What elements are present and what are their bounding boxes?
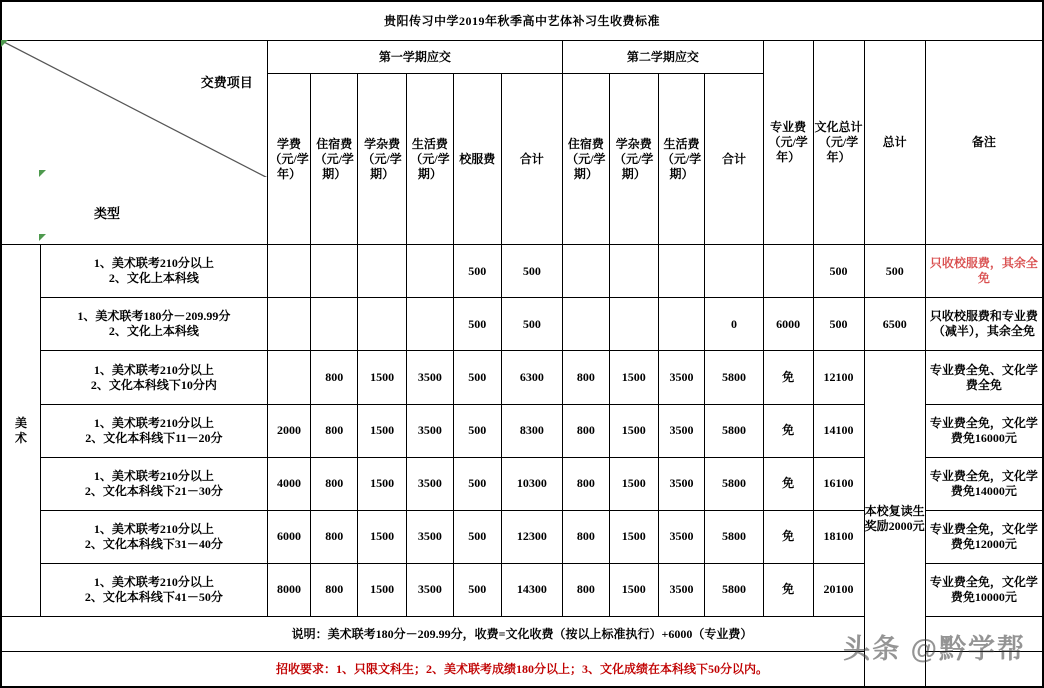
cell-t1-tuition: 2000 — [267, 404, 311, 457]
header-t2-subtotal: 合计 — [705, 74, 763, 245]
cell-t1-misc: 1500 — [358, 510, 407, 563]
cell-t1-subtotal: 500 — [501, 298, 562, 351]
header-remark: 备注 — [925, 41, 1043, 245]
cell-culture-total: 20100 — [813, 563, 864, 616]
cell-t2-living: 3500 — [658, 563, 705, 616]
header-group-term2: 第二学期应交 — [562, 41, 763, 74]
cell-t2-living — [658, 298, 705, 351]
cell-t2-dorm: 800 — [562, 404, 609, 457]
cell-t2-living — [658, 245, 705, 298]
cell-t2-subtotal: 0 — [705, 298, 763, 351]
cell-t2-subtotal: 5800 — [705, 510, 763, 563]
corner-column-header: 交费项目 — [200, 75, 253, 90]
cell-t2-subtotal: 5800 — [705, 351, 763, 404]
cell-t2-living: 3500 — [658, 457, 705, 510]
cell-t2-dorm — [562, 245, 609, 298]
cell-major-fee: 免 — [763, 510, 813, 563]
row-condition — [41, 298, 268, 351]
cell-t1-tuition — [267, 298, 311, 351]
cell-t1-dorm: 800 — [311, 563, 358, 616]
cell-culture-total: 14100 — [813, 404, 864, 457]
cell-t1-living — [407, 245, 454, 298]
diagonal-line-icon — [2, 41, 267, 177]
header-major-fee: 专业费（元/学年） — [763, 41, 813, 245]
cell-culture-total: 500 — [813, 245, 864, 298]
footer-note-row — [1, 617, 1043, 652]
table-row — [1, 298, 1043, 351]
row-condition-line1: 1、美术联考210分以上 — [93, 256, 214, 271]
cell-t2-misc — [609, 245, 658, 298]
cell-remark: 专业费全免，文化学费免10000元 — [925, 563, 1043, 616]
cell-repeat-student-bonus: 本校复读生奖励2000元 — [864, 351, 925, 687]
cell-t1-subtotal: 14300 — [501, 563, 562, 616]
title-row — [1, 1, 1043, 41]
cell-remark: 只收校服费和专业费（减半），其余全免 — [925, 298, 1043, 351]
footer-note: 说明：美术联考180分－209.99分，收费=文化收费（按以上标准执行）+6000（专业费） — [1, 617, 1043, 652]
cell-t2-misc: 1500 — [609, 563, 658, 616]
watermark-text: 头条 @黔学帮 — [843, 634, 1026, 664]
row-condition — [41, 351, 268, 404]
cell-culture-total: 16100 — [813, 457, 864, 510]
cell-t1-living: 3500 — [407, 404, 454, 457]
cell-t1-dorm — [311, 298, 358, 351]
header-t1-tuition: 学费（元/学年） — [267, 74, 311, 245]
header-t2-misc: 学杂费（元/学期） — [609, 74, 658, 245]
cell-t2-misc: 1500 — [609, 510, 658, 563]
cell-major-fee: 免 — [763, 457, 813, 510]
header-culture-total: 文化总计（元/学年） — [813, 41, 864, 245]
cell-t1-subtotal: 12300 — [501, 510, 562, 563]
cell-t2-subtotal: 5800 — [705, 563, 763, 616]
row-condition-line2: 2、文化本科线下11－20分 — [85, 430, 223, 445]
header-group-term1: 第一学期应交 — [267, 41, 562, 74]
cell-grand-total: 500 — [864, 245, 925, 298]
footer-requirement-row — [1, 652, 1043, 688]
cell-t1-dorm: 800 — [311, 404, 358, 457]
row-condition-line1: 1、美术联考210分以上 — [93, 468, 214, 483]
cell-remark: 专业费全免，文化学费免14000元 — [925, 457, 1043, 510]
cell-t1-tuition: 4000 — [267, 457, 311, 510]
cell-t1-tuition — [267, 351, 311, 404]
cell-t2-subtotal: 5800 — [705, 404, 763, 457]
row-condition-line2: 2、文化本科线下41－50分 — [84, 589, 223, 604]
row-condition-line1: 1、美术联考210分以上 — [93, 521, 214, 536]
cell-t1-uniform: 500 — [453, 510, 501, 563]
cell-remark: 只收校服费，其余全免 — [925, 245, 1043, 298]
table-row — [1, 245, 1043, 298]
cell-t1-misc — [358, 245, 407, 298]
cell-t2-dorm — [562, 298, 609, 351]
cell-t1-subtotal: 10300 — [501, 457, 562, 510]
cell-t2-subtotal — [705, 245, 763, 298]
corner-row-header: 类型 — [94, 206, 121, 222]
cell-t2-dorm: 800 — [562, 457, 609, 510]
cell-t1-uniform: 500 — [453, 351, 501, 404]
cell-t2-misc: 1500 — [609, 457, 658, 510]
row-condition — [41, 457, 268, 510]
cell-remark: 专业费全免，文化学费免16000元 — [925, 404, 1043, 457]
cell-t1-living — [407, 298, 454, 351]
cell-t1-dorm — [311, 245, 358, 298]
category-char-2: 术 — [15, 430, 28, 445]
cell-t1-misc — [358, 298, 407, 351]
header-group-row — [1, 41, 1043, 74]
cell-t1-misc: 1500 — [358, 404, 407, 457]
cell-t2-misc — [609, 298, 658, 351]
header-t1-uniform: 校服费 — [453, 74, 501, 245]
cell-culture-total: 18100 — [813, 510, 864, 563]
cell-t2-living: 3500 — [658, 351, 705, 404]
cell-t1-misc: 1500 — [358, 457, 407, 510]
cell-major-fee — [763, 245, 813, 298]
row-condition-line2: 2、文化上本科线 — [108, 271, 199, 286]
header-t1-dorm: 住宿费（元/学期） — [311, 74, 358, 245]
row-condition-line1: 1、美术联考180分－209.99分 — [77, 309, 231, 324]
cell-t1-living: 3500 — [407, 457, 454, 510]
cell-t1-uniform: 500 — [453, 245, 501, 298]
header-t1-subtotal: 合计 — [501, 74, 562, 245]
cell-t2-misc: 1500 — [609, 404, 658, 457]
row-condition-line2: 2、文化本科线下10分内 — [90, 377, 217, 392]
cell-t1-misc: 1500 — [358, 563, 407, 616]
cell-t2-living: 3500 — [658, 404, 705, 457]
corner-diagonal-header — [1, 41, 267, 245]
cell-t1-uniform: 500 — [453, 298, 501, 351]
table-row — [1, 351, 1043, 404]
header-t1-misc: 学杂费（元/学期） — [358, 74, 407, 245]
cell-t1-dorm: 800 — [311, 457, 358, 510]
cell-t1-uniform: 500 — [453, 563, 501, 616]
row-condition-line1: 1、美术联考210分以上 — [93, 574, 214, 589]
cell-t1-dorm: 800 — [311, 351, 358, 404]
cell-t1-living: 3500 — [407, 563, 454, 616]
cell-t1-subtotal: 6300 — [501, 351, 562, 404]
row-condition-line2: 2、文化本科线下31－40分 — [84, 536, 223, 551]
cell-t1-tuition: 6000 — [267, 510, 311, 563]
header-t1-living: 生活费（元/学期） — [407, 74, 454, 245]
cell-culture-total: 12100 — [813, 351, 864, 404]
row-condition — [41, 404, 268, 457]
cell-major-fee: 6000 — [763, 298, 813, 351]
row-condition — [41, 245, 268, 298]
row-condition-line1: 1、美术联考210分以上 — [93, 415, 214, 430]
row-condition-line2: 2、文化上本科线 — [108, 324, 199, 339]
cell-t2-living: 3500 — [658, 510, 705, 563]
cell-t1-living: 3500 — [407, 510, 454, 563]
row-condition — [41, 510, 268, 563]
cell-t2-dorm: 800 — [562, 351, 609, 404]
cell-culture-total: 500 — [813, 298, 864, 351]
cell-remark: 专业费全免、文化学费全免 — [925, 351, 1043, 404]
header-grand-total: 总计 — [864, 41, 925, 245]
cell-grand-total: 6500 — [864, 298, 925, 351]
cell-remark: 专业费全免，文化学费免12000元 — [925, 510, 1043, 563]
header-t2-dorm: 住宿费（元/学期） — [562, 74, 609, 245]
category-label-art — [1, 245, 41, 617]
row-condition — [41, 563, 268, 616]
cell-t1-uniform: 500 — [453, 457, 501, 510]
cell-t1-tuition: 8000 — [267, 563, 311, 616]
cell-t2-dorm: 800 — [562, 563, 609, 616]
cell-t1-living: 3500 — [407, 351, 454, 404]
footer-requirement: 招收要求：1、只限文科生；2、美术联考成绩180分以上；3、文化成绩在本科线下50分以内。 — [1, 652, 1043, 688]
header-t2-living: 生活费（元/学期） — [658, 74, 705, 245]
cell-t1-tuition — [267, 245, 311, 298]
cell-t2-dorm: 800 — [562, 510, 609, 563]
cell-t1-uniform: 500 — [453, 404, 501, 457]
cell-t1-subtotal: 500 — [501, 245, 562, 298]
cell-major-fee: 免 — [763, 404, 813, 457]
row-condition-line1: 1、美术联考210分以上 — [93, 362, 214, 377]
row-condition-line2: 2、文化本科线下21－30分 — [84, 483, 223, 498]
cell-t1-subtotal: 8300 — [501, 404, 562, 457]
page-title: 贵阳传习中学2019年秋季高中艺体补习生收费标准 — [1, 1, 1043, 41]
category-char-1: 美 — [15, 415, 28, 430]
cell-t1-misc: 1500 — [358, 351, 407, 404]
cell-t2-subtotal: 5800 — [705, 457, 763, 510]
cell-t1-dorm: 800 — [311, 510, 358, 563]
cell-major-fee: 免 — [763, 351, 813, 404]
cell-major-fee: 免 — [763, 563, 813, 616]
cell-t2-misc: 1500 — [609, 351, 658, 404]
